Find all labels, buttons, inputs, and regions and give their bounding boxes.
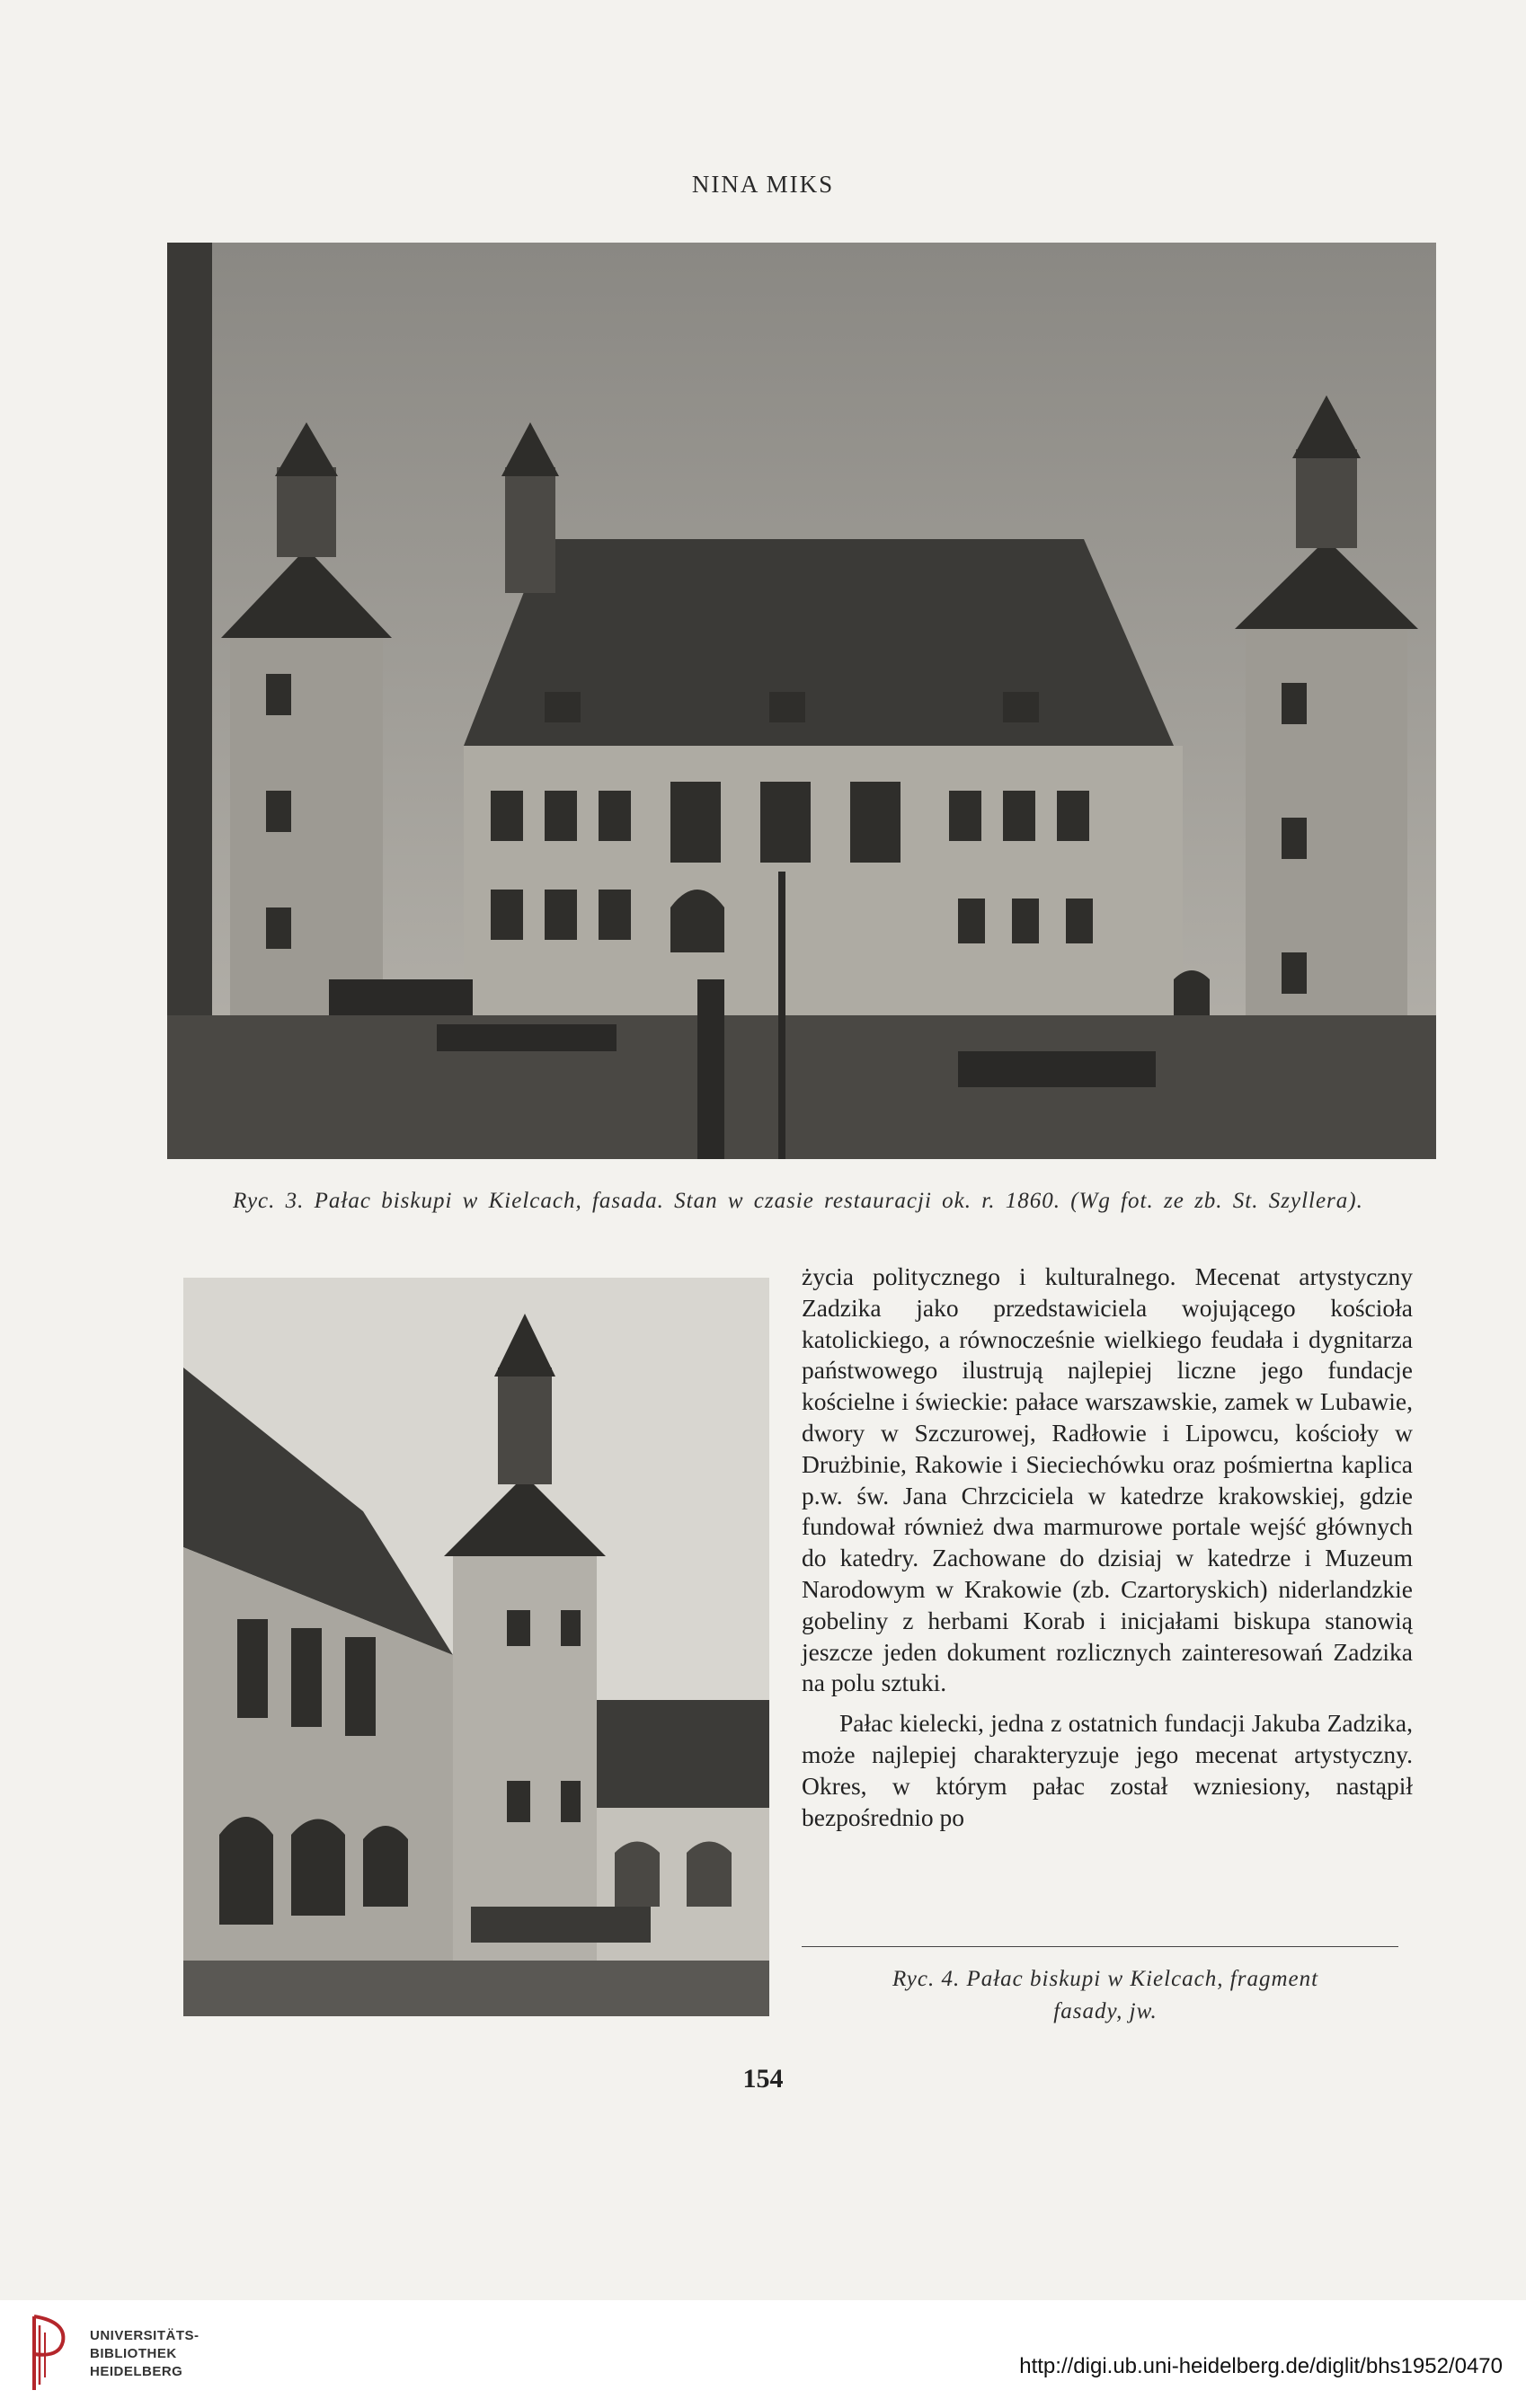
figure-4-caption [800, 1963, 1411, 2028]
running-head: NINA MIKS [691, 171, 835, 198]
figure-4-photo [183, 1278, 769, 2016]
page-number: 154 [742, 2064, 784, 2094]
figure-3-caption: Ryc. 3. Pałac biskupi w Kielcach, fasada. Stan w czasie restauracji ok. r. 1860. (Wg fot. ze zb. St. Szyllera). [233, 1189, 1363, 1213]
source-url[interactable]: http://digi.ub.uni-heidelberg.de/diglit/bhs1952/0470 [1019, 2354, 1503, 2378]
body-paragraph-2: Pałac kielecki, jedna z ostatnich fundacji Jakuba Zadzika, może najlepiej charakteryzuje jego mecenat artystyczny. Okres, w którym pałac został wzniesiony, nastąpił bezpośrednio po [802, 1709, 1413, 1831]
caption-divider [802, 1946, 1398, 1947]
palace-fragment-image [183, 1278, 769, 2016]
figure-3-photo [167, 243, 1436, 1159]
figure-4-caption-line-2: fasady, jw. [1053, 1999, 1158, 2023]
library-name-line-3: HEIDELBERG [90, 2364, 183, 2379]
library-name-line-2: BIBLIOTHEK [90, 2346, 177, 2361]
library-name-line-1: UNIVERSITÄTS- [90, 2328, 200, 2343]
library-logo-icon [27, 2313, 74, 2394]
figure-4-caption-line-1: Ryc. 4. Pałac biskupi w Kielcach, fragment [892, 1967, 1319, 1991]
body-paragraph-1: życia politycznego i kulturalnego. Mecenat artystyczny Zadzika jako przedstawiciela wojującego kościoła katolickiego, a równocześnie wielkiego feudała i dygnitarza państwowego ilustrują najlepiej liczne jego fundacje kościelne i świeckie: pałace warszawskie, zamek w Lubawie, dwory w Szczurowej, Radłowie i Lipowcu, kościoły w Drużbinie, Rakowie i Sieciechówku oraz pośmiertna kaplica p.w. św. Jana Chrzciciela w katedrze krakowskiej, gdzie fundował również dwa marmurowe portale wejść głównych do katedry. Zachowane do dzisiaj w katedrze i Muzeum Narodowym w Krakowie (zb. Czartoryskich) niderlandzkie gobeliny z herbami Korab i inicjałami biskupa stanowią jeszcze jeden dokument rozlicznych zainteresowań Zadzika na polu sztuki. [802, 1262, 1413, 1697]
digitization-footer [0, 2300, 1526, 2408]
palace-facade-image [167, 243, 1436, 1159]
library-name [90, 2327, 200, 2381]
article-body [802, 1262, 1413, 1833]
